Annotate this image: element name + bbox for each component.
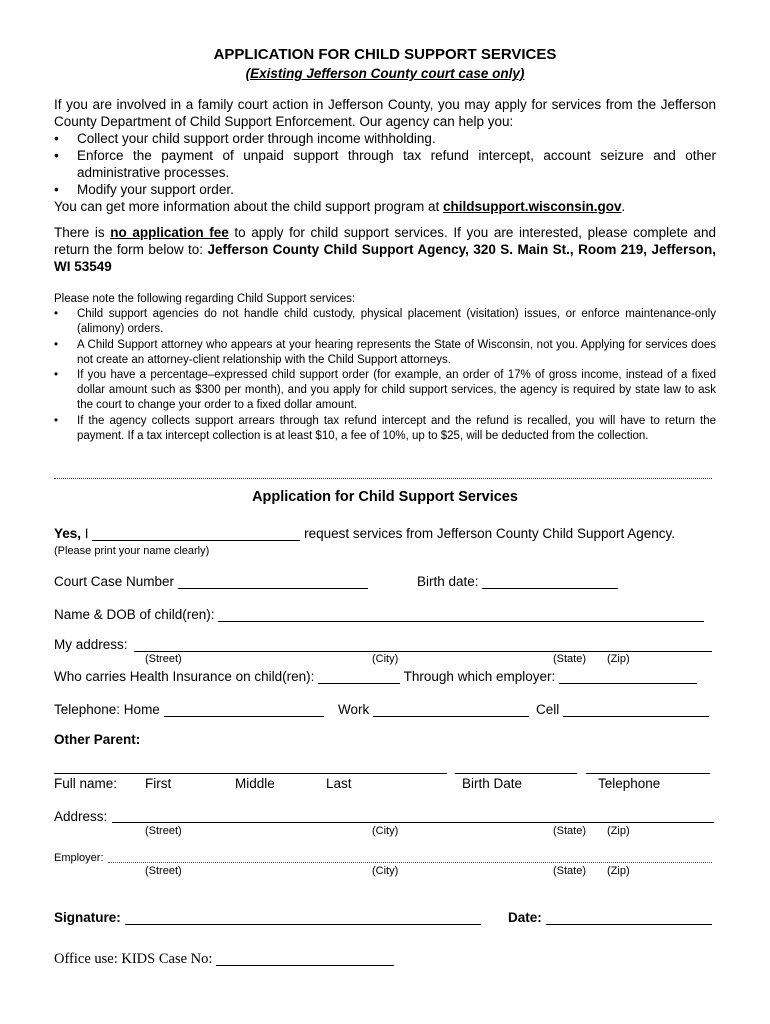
telephone-work-row [338,699,529,717]
other-parent-label: Other Parent: [54,732,141,747]
form-heading: Application for Child Support Services [252,489,518,505]
name-field[interactable] [92,526,300,541]
apply-prefix: There is [54,225,111,240]
signature-field[interactable] [125,910,481,925]
birth-date-label: Birth date: [417,574,479,589]
office-use-label: Office use: KIDS Case No: [54,951,213,967]
office-use-row [54,948,394,968]
state-hint: (State) [553,825,587,837]
other-parent-telephone-field[interactable] [586,773,710,774]
request-row [54,523,675,541]
zip-hint: (Zip) [607,865,630,877]
notes-section [54,292,716,444]
note-item: • If you have a percentage–expressed child support order (for example, an order of 17% of gross income, instead of a fixed dollar amount such as $300 per month), and you apply for child support services, the agency is required by state law to ask the court to change your order to a fixed dollar amount. [54,368,716,414]
telephone-home-field[interactable] [164,702,324,717]
telephone-cell-label: Cell [536,702,560,717]
other-parent-name-field[interactable] [54,773,447,774]
more-info-suffix: . [621,199,626,214]
first-name-label: First [145,776,172,791]
other-address-label: Address: [54,809,108,824]
birth-date-row [417,571,618,589]
last-name-label: Last [326,776,352,791]
no-fee-text: no application fee [110,225,229,240]
my-address-field[interactable] [134,651,712,652]
notes-heading: Please note the following regarding Child Support services: [54,293,356,305]
zip-hint: (Zip) [607,653,630,665]
full-name-label: Full name: [54,776,118,791]
employer-label: Employer: [54,852,104,864]
page-subtitle: (Existing Jefferson County court case only) [245,66,525,81]
more-info-line [54,198,716,215]
health-insurance-row [54,666,697,684]
apply-paragraph [54,224,716,275]
birth-date-column-label: Birth Date [462,776,523,791]
city-hint: (City) [372,825,399,837]
intro-bullet-list [54,130,716,198]
health-insurance-label: Who carries Health Insurance on child(ren): [54,669,315,684]
telephone-work-field[interactable] [373,702,529,717]
other-parent-birth-date-field[interactable] [455,773,577,774]
intro-paragraph: If you are involved in a family court action in Jefferson County, you may apply for services from the Jefferson County Department of Child Support Enforcement. Our agency can help you: [54,97,716,129]
telephone-row [54,699,324,717]
city-hint: (City) [372,653,399,665]
court-case-row [54,571,368,589]
street-hint: (Street) [145,825,182,837]
employer-field[interactable] [559,669,697,684]
child-dob-label: Name & DOB of child(ren): [54,607,215,622]
note-item: • Child support agencies do not handle child custody, physical placement (visitation) issues, or enforce maintenance-only (alimony) orders. [54,307,716,337]
print-name-hint: (Please print your name clearly) [54,545,210,557]
intro-bullet: • Modify your support order. [54,181,716,198]
city-hint: (City) [372,865,399,877]
signature-row [54,907,481,925]
child-dob-field[interactable] [218,607,704,622]
state-hint: (State) [553,653,587,665]
health-insurance-field[interactable] [318,669,400,684]
more-info-prefix: You can get more information about the child support program at [54,199,443,214]
section-divider [54,478,712,479]
yes-i-label: I [81,526,89,541]
childsupport-link[interactable]: childsupport.wisconsin.gov [442,199,622,214]
my-address-label: My address: [54,637,128,652]
telephone-cell-row [536,699,709,717]
intro-section [54,96,716,215]
other-employer-field[interactable] [108,862,712,863]
note-item: • A Child Support attorney who appears at your hearing represents the State of Wisconsin, not you. Applying for services does not create an attorney-client relationship with the Child Support attorneys. [54,338,716,368]
telephone-cell-field[interactable] [563,702,709,717]
agency-address: Jefferson County Child Support Agency, 320 S. Main St., Room 219, Jefferson, WI 53549 [54,242,716,274]
signature-label: Signature: [54,910,121,925]
street-hint: (Street) [145,653,182,665]
date-row [508,907,712,925]
kids-case-number-field[interactable] [216,951,394,966]
notes-list [54,307,716,444]
telephone-column-label: Telephone [598,776,661,791]
note-item: • If the agency collects support arrears through tax refund intercept and the refund is recalled, you will have to return the payment. If a tax intercept collection is at least $10, a fee of 10%, up to $25, will be deducted from the collection. [54,414,716,444]
apply-middle: to apply for child support services. If you are interested, please complete and return the form below to: [54,225,716,257]
court-case-label: Court Case Number [54,574,175,589]
street-hint: (Street) [145,865,182,877]
page-title: APPLICATION FOR CHILD SUPPORT SERVICES [213,46,557,63]
request-text: request services from Jefferson County Child Support Agency. [304,526,676,541]
intro-bullet: • Collect your child support order through income withholding. [54,130,716,147]
date-field[interactable] [546,910,712,925]
zip-hint: (Zip) [607,825,630,837]
telephone-work-label: Work [338,702,370,717]
telephone-home-label: Telephone: Home [54,702,160,717]
child-dob-row [54,604,704,622]
yes-label: Yes, [54,526,82,541]
intro-bullet: • Enforce the payment of unpaid support through tax refund intercept, account seizure and other administrative processes. [54,147,716,181]
state-hint: (State) [553,865,587,877]
court-case-field[interactable] [178,574,368,589]
birth-date-field[interactable] [482,574,618,589]
employer-question-label: Through which employer: [403,669,556,684]
date-label: Date: [508,910,542,925]
middle-name-label: Middle [235,776,275,791]
other-address-field[interactable] [112,822,714,823]
